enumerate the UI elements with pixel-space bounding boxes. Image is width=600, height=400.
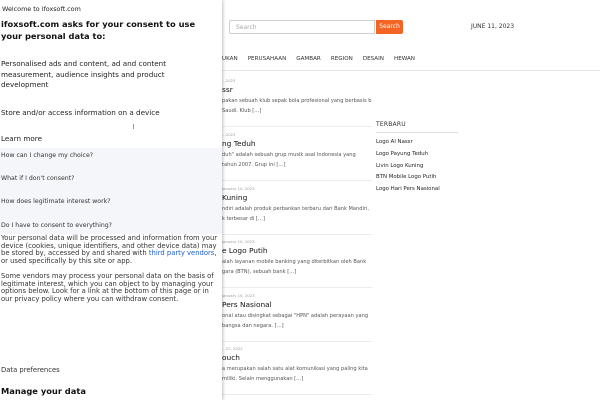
consent-dialog xyxy=(0,0,222,400)
consent-description xyxy=(1,235,219,311)
search-button[interactable]: Search xyxy=(376,20,403,34)
consent-purposes: Personalised ads and content, ad and content measurement, audience insights and product development xyxy=(1,59,167,89)
faq-legitimate-interest[interactable]: How does legitimate interest work? xyxy=(1,198,111,205)
article-excerpt: ndiri adalah produk perbankan terbaru dari Bank Mandiri, k terbesar di […] xyxy=(222,206,370,222)
article-item xyxy=(222,78,372,127)
consent-paragraph-1 xyxy=(1,235,219,266)
nav-item-desain[interactable]: DESAIN xyxy=(362,56,384,62)
article-date: January 10, 2023 xyxy=(222,293,255,298)
article-date: January 10, 2023 xyxy=(222,186,255,191)
widget-divider xyxy=(376,132,458,133)
article-divider xyxy=(222,341,372,342)
nav-item-gambar[interactable]: GAMBAR xyxy=(296,56,321,62)
article-item xyxy=(222,186,372,235)
learn-more-toggle[interactable]: Learn more xyxy=(1,134,42,143)
article-title[interactable]: ssr xyxy=(222,85,233,94)
nav-item-region[interactable]: REGION xyxy=(330,56,353,62)
article-excerpt: duh" adalah sebuah grup musik asal Indonesia yang tahun 2007. Grup ini […] xyxy=(222,152,356,168)
article-title[interactable]: Pers Nasional xyxy=(222,300,272,309)
article-excerpt: a merupakan salah satu alat komunikasi yang paling kita miliki. Selain menggunakan […] xyxy=(222,366,368,382)
article-item xyxy=(222,239,372,288)
manage-data-heading: Manage your data xyxy=(1,386,86,396)
consent-welcome: Welcome to ifoxsoft.com xyxy=(2,5,81,13)
article-divider xyxy=(222,126,372,127)
current-date: JUNE 11, 2023 xyxy=(471,23,515,30)
article-title[interactable]: ouch xyxy=(222,353,240,362)
latest-posts-widget xyxy=(376,121,486,196)
widget-heading: TERBARU xyxy=(376,121,406,128)
article-title[interactable]: Kuning xyxy=(222,193,248,202)
article-excerpt: pakan sebuah klub sepak bola profesional yang berbasis b Saudi. Klub […] xyxy=(222,98,372,114)
search-form xyxy=(229,20,403,34)
article-date: …2023 xyxy=(222,132,236,137)
article-divider xyxy=(222,234,372,235)
third-party-vendors-link[interactable]: third party vendors xyxy=(148,249,215,258)
faq-consent-everything[interactable]: Do I have to consent to everything? xyxy=(1,222,112,229)
article-date: …2023 xyxy=(222,78,236,83)
article-divider xyxy=(222,287,372,288)
consent-store-access: Store and/or access information on a device xyxy=(1,108,160,117)
article-date: …22, 2022 xyxy=(222,346,243,351)
faq-no-consent[interactable]: What if I don't consent? xyxy=(1,175,75,182)
consent-paragraph-2: Some vendors may process your personal data on the basis of legitimate interest, which you can object to by managing your options below. Look for a link at the bottom of this page or in our privacy policy where you can withdraw consent. xyxy=(1,271,214,303)
faq-section xyxy=(0,148,222,234)
article-item xyxy=(222,293,372,342)
article-date: January 10, 2023 xyxy=(222,239,255,244)
latest-post-link[interactable]: Logo Al Nassr xyxy=(376,139,413,145)
latest-post-link[interactable]: Livin Logo Kuning xyxy=(376,162,424,169)
nav-item-perusahaan[interactable]: PERUSAHAAN xyxy=(247,56,287,62)
search-input[interactable] xyxy=(229,20,375,34)
article-title[interactable]: e Logo Putih xyxy=(222,246,268,255)
latest-post-link[interactable]: Logo Hari Pers Nasional xyxy=(376,186,440,193)
consent-text: Your personal data will be processed and information from your device (cookies, unique identifiers, and other device data) may be stored by, accessed by and shared with xyxy=(1,234,218,258)
article-title[interactable]: ng Teduh xyxy=(222,139,256,148)
faq-change-choice[interactable]: How can I change my choice? xyxy=(1,152,94,159)
article-excerpt: onal atau disingkat sebagai "HPN" adalah perayaan yang bangsa dan negara. […] xyxy=(222,313,369,329)
nav-item-ukan[interactable]: UKAN xyxy=(222,56,238,62)
nav-item-hewan[interactable]: HEWAN xyxy=(393,56,415,62)
article-item xyxy=(222,132,372,181)
latest-post-link[interactable]: BTN Mobile Logo Putih xyxy=(376,174,437,181)
article-excerpt: alah layanan mobile banking yang diterbitkan oleh Bank gara (BTN), sebuah bank […] xyxy=(222,259,367,275)
article-divider xyxy=(222,394,372,395)
data-preferences-label: Data preferences xyxy=(1,366,60,374)
main-navigation xyxy=(222,56,415,66)
consent-headline: ifoxsoft.com asks for your consent to use your personal data to: xyxy=(1,19,196,42)
article-item xyxy=(222,346,372,395)
divider-mark xyxy=(133,124,134,129)
latest-post-link[interactable]: Logo Payung Teduh xyxy=(376,150,429,157)
consent-text: , or used specifically by this site or app. xyxy=(1,249,217,266)
article-divider xyxy=(222,180,372,181)
